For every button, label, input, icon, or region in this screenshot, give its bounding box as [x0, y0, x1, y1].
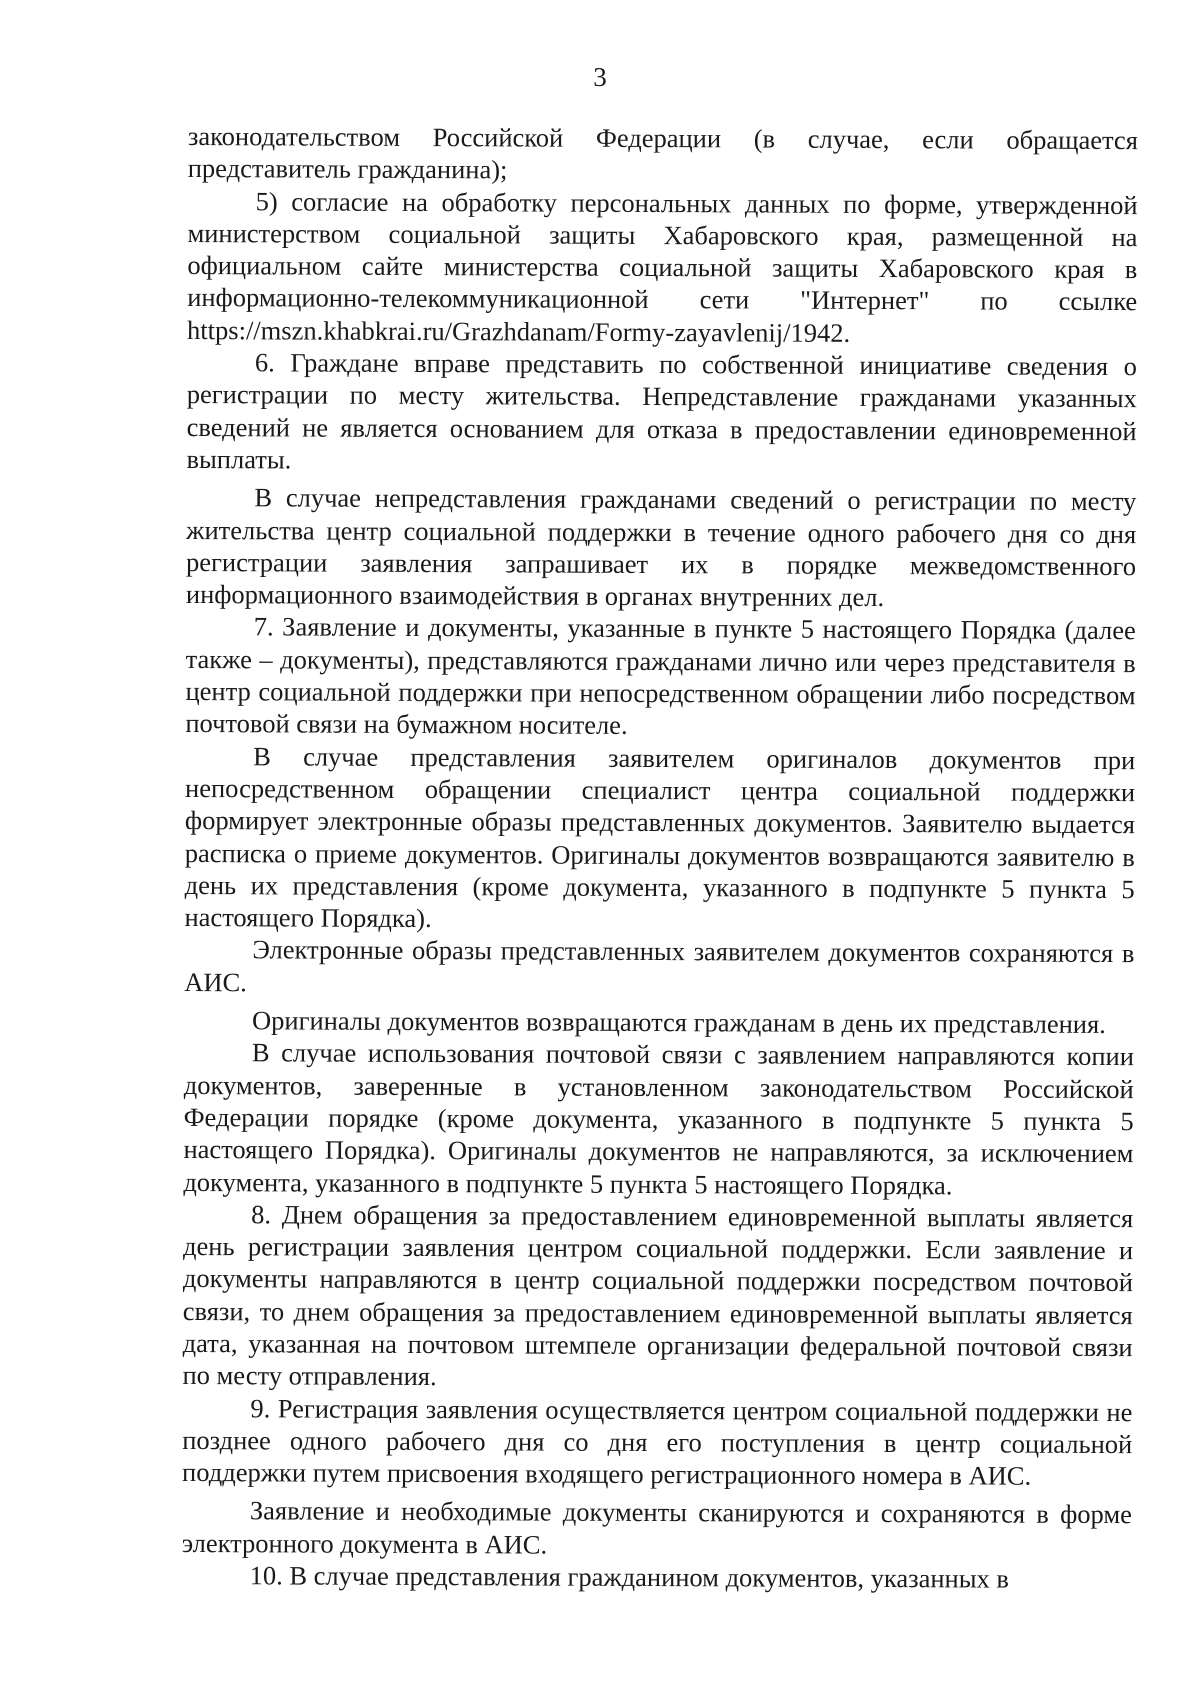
paragraph-clause-7-part-2: В случае представления заявителем оригиналов документов при непосредственном обращении специалист центра социальной поддержки формирует электронные образы представленных документов. Заявителю выдается расписка о приеме документов. Оригиналы документов возвращаются заявителю в день их представления (кроме документа, указанного в подпункте 5 пункта 5 настоящего Порядка).	[184, 740, 1136, 934]
paragraph-clause-6-part-2: В случае непредставления гражданами сведений о регистрации по месту жительства центр социальной поддержки в течение одного рабочего дня со дня регистрации заявления запрашивает их в порядке межведомственного информационного взаимодействия в органах внутренних дел.	[185, 482, 1137, 613]
paragraph-clause-7-part-5: В случае использования почтовой связи с заявлением направляются копии документов, заверенные в установленном законодательством Российской Федерации порядке (кроме документа, указанного в подпункте 5 пункта 5 настоящего Порядка). Оригиналы документов не направляются, за исключением документа, указанного в подпункте 5 пункта 5 настоящего Порядка.	[183, 1037, 1134, 1200]
paragraph-item-5: 5) согласие на обработку персональных данных по форме, утвержденной министерством социальной защиты Хабаровского края, размещенной на официальном сайте министерства социальной защиты Хабаровского края в информационно-телекоммуникационной сети "Интернет" по ссылке https://mszn.khabkrai.ru/Grazhdanam/Formy-zayavlenij/1942.	[187, 185, 1138, 348]
document-body	[182, 120, 1138, 1595]
paragraph-clause-9: 9. Регистрация заявления осуществляется центром социальной поддержки не позднее одного рабочего дня со дня его поступления в центр социальной поддержки путем присвоения входящего регистрационного номера в АИС.	[182, 1392, 1133, 1491]
paragraph-clause-8: 8. Днем обращения за предоставлением единовременной выплаты является день регистрации заявления центром социальной поддержки. Если заявление и документы направляются в центр социальной поддержки посредством почтовой связи, то днем обращения за предоставлением единовременной выплаты является дата, указанная на почтовом штемпеле организации федеральной почтовой связи по месту отправления.	[182, 1199, 1134, 1392]
paragraph-clause-10: 10. В случае представления гражданином документов, указанных в	[249, 1560, 1010, 1594]
paragraph-clause-9-part-2: Заявление и необходимые документы сканируются и сохраняются в форме электронного документа в АИС.	[181, 1495, 1132, 1560]
paragraph-continuation: законодательством Российской Федерации (в случае, если обращается представитель гражданина);	[187, 120, 1138, 185]
paragraph-clause-7-part-3: Электронные образы представленных заявителем документов сохраняются в АИС.	[184, 934, 1135, 997]
paragraph-clause-7-part-4: Оригиналы документов возвращаются гражданам в день их представления.	[252, 1005, 1106, 1040]
page-number: 3	[593, 62, 607, 92]
paragraph-clause-6: 6. Граждане вправе представить по собственной инициативе сведения о регистрации по месту жительства. Непредставление гражданами указанных сведений не является основанием для отказа в предоставлении единовременной выплаты.	[186, 347, 1138, 475]
paragraph-clause-7: 7. Заявление и документы, указанные в пункте 5 настоящего Порядка (далее также – документы), представляются гражданами лично или через представителя в центр социальной поддержки при непосредственном обращении либо посредством почтовой связи на бумажном носителе.	[185, 611, 1136, 741]
